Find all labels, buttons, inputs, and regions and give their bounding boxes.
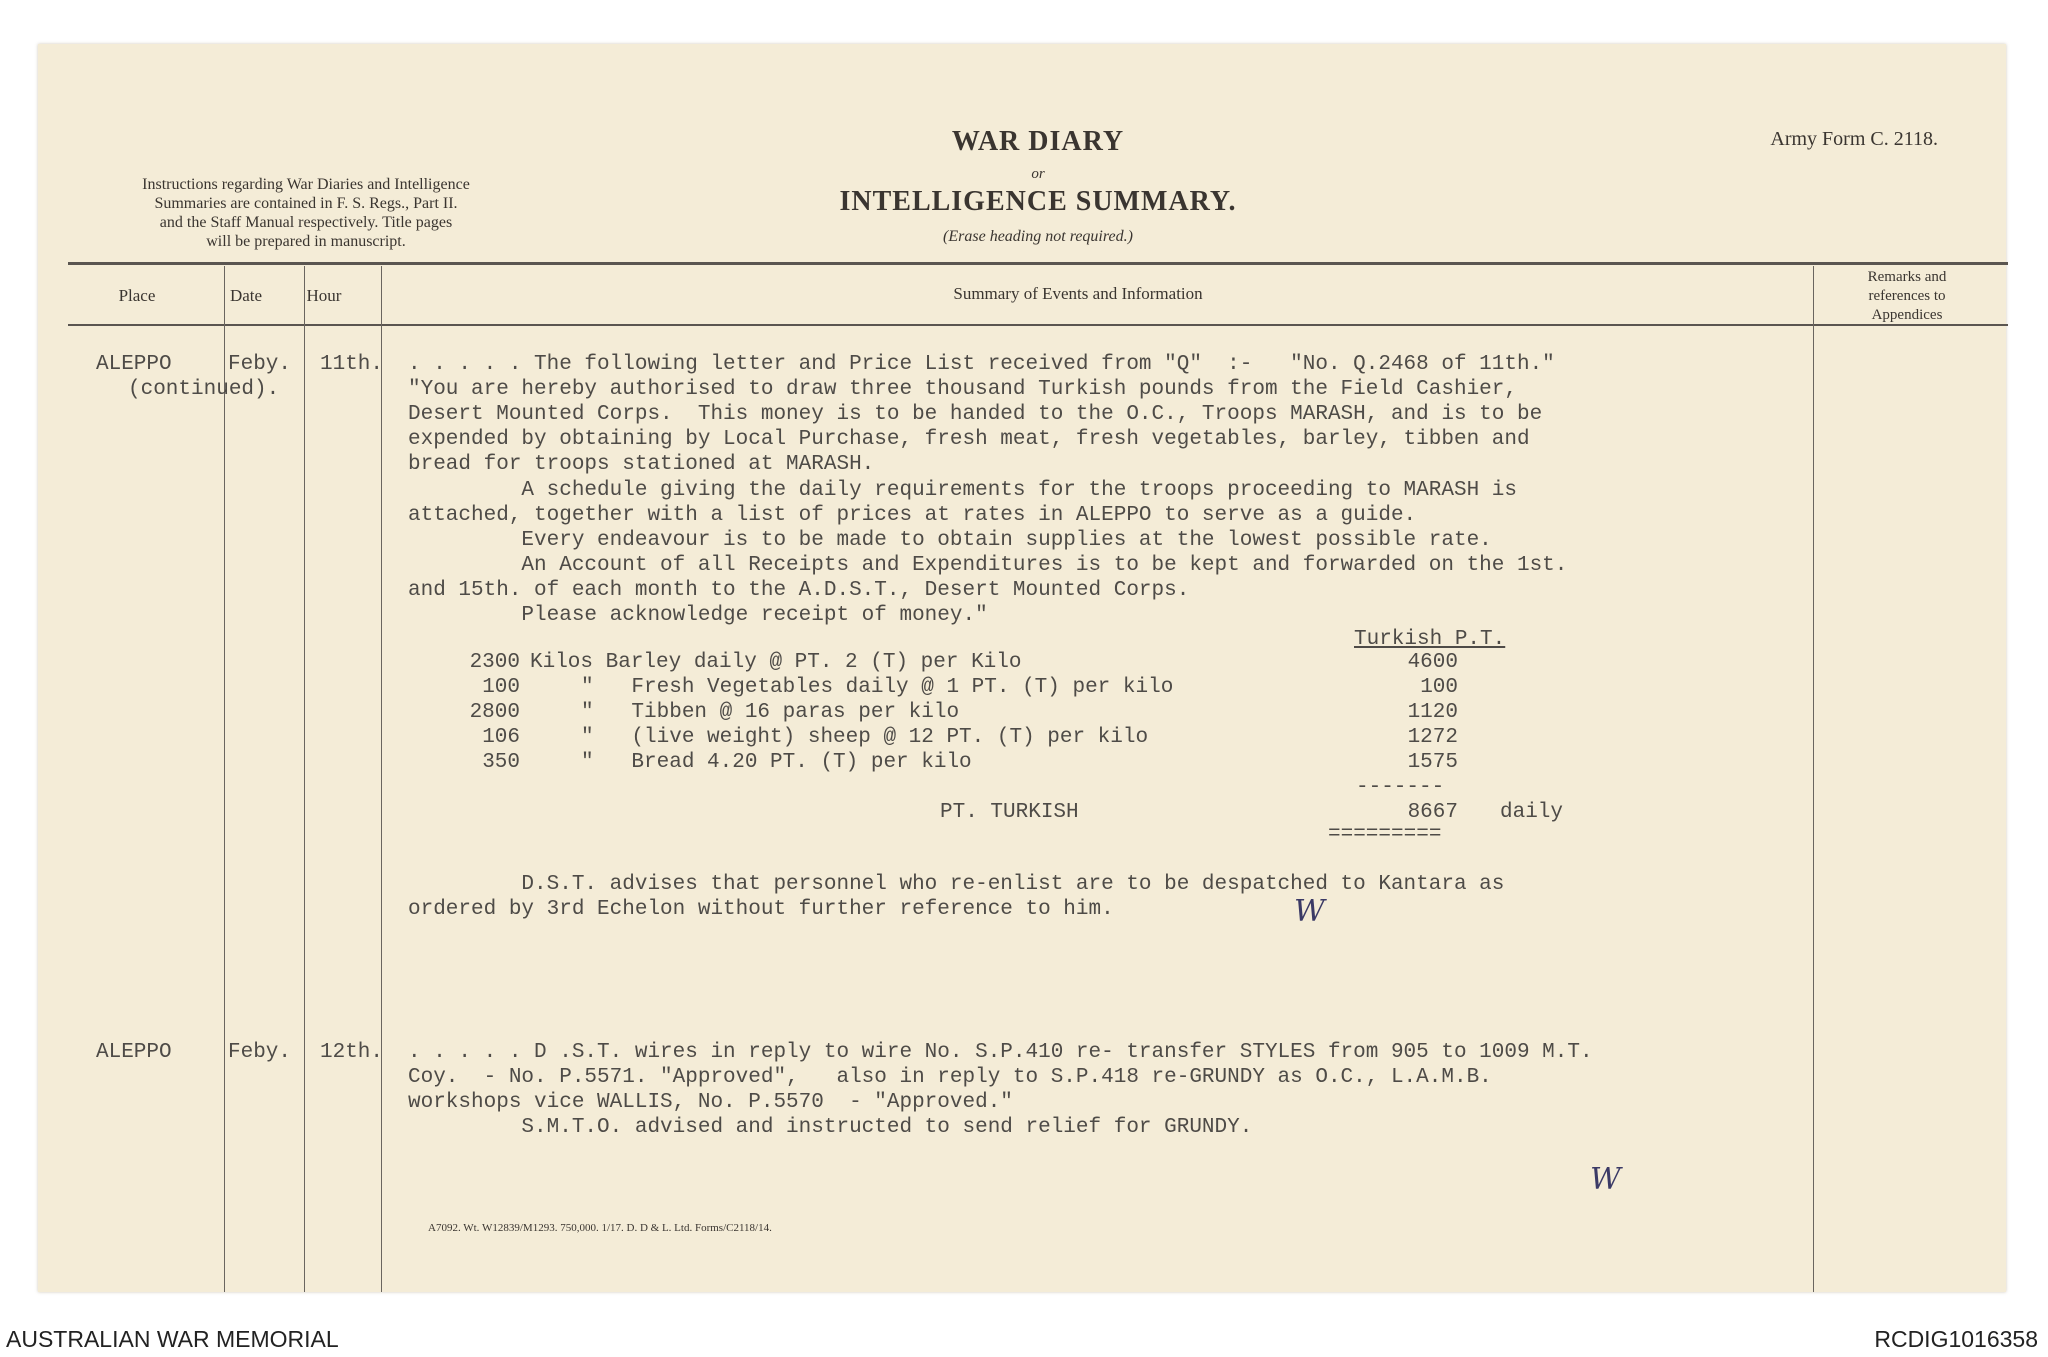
price-desc: " Bread 4.20 PT. (T) per kilo bbox=[581, 751, 972, 774]
diary-subtitle: INTELLIGENCE SUMMARY. bbox=[839, 186, 1237, 217]
column-divider-date bbox=[304, 266, 305, 1292]
price-desc: " Fresh Vegetables daily @ 1 PT. (T) per kilo bbox=[581, 676, 1174, 699]
column-header-date: Date bbox=[229, 286, 263, 305]
price-desc: " Tibben @ 16 paras per kilo bbox=[581, 701, 960, 724]
header-rule-top bbox=[68, 262, 2008, 265]
price-qty: 2800 bbox=[469, 701, 520, 724]
entry1-line: . . . . . The following letter and Price List received from "Q" :- "No. Q.2468 of 11th." bbox=[408, 353, 1555, 376]
total-rule-double: ========= bbox=[1328, 823, 1442, 846]
entry2-line: . . . . . D .S.T. wires in reply to wire No. S.P.410 re- transfer STYLES from 905 to 1009 M.T. bbox=[408, 1041, 1593, 1064]
entry1-line: "You are hereby authorised to draw three thousand Turkish pounds from the Field Cashier, bbox=[408, 378, 1517, 401]
entry1-initials: W bbox=[1294, 894, 1325, 929]
instructions-line: Summaries are contained in F. S. Regs., Part II. bbox=[154, 195, 458, 212]
price-qty: 100 bbox=[482, 676, 520, 699]
total-rule-single: ------- bbox=[1356, 776, 1445, 799]
print-mark: A7092. Wt. W12839/M1293. 750,000. 1/17. D. D & L. Ltd. Forms/C2118/14. bbox=[428, 1222, 772, 1234]
total-suffix: daily bbox=[1500, 801, 1564, 824]
price-qty: 2300 bbox=[469, 651, 520, 674]
instructions-line: and the Staff Manual respectively. Title pages bbox=[159, 214, 453, 231]
entry1-place: ALEPPO bbox=[96, 353, 172, 376]
entry1-hour: 11th. bbox=[320, 353, 384, 376]
entry1-place-continued: (continued). bbox=[128, 378, 280, 401]
erase-note: (Erase heading not required.) bbox=[943, 228, 1133, 245]
price-amount: 100 bbox=[1420, 676, 1458, 699]
entry1-line: Please acknowledge receipt of money." bbox=[408, 604, 988, 627]
instructions-block bbox=[116, 175, 496, 251]
entry1-line: and 15th. of each month to the A.D.S.T., Desert Mounted Corps. bbox=[408, 579, 1190, 602]
entry2-date: Feby. bbox=[228, 1041, 292, 1064]
form-number: Army Form C. 2118. bbox=[1770, 128, 1938, 150]
price-amount: 1120 bbox=[1407, 701, 1458, 724]
column-divider-summary bbox=[1813, 266, 1814, 1292]
instructions-line: Instructions regarding War Diaries and Intelligence bbox=[142, 176, 470, 193]
entry1-line: Every endeavour is to be made to obtain supplies at the lowest possible rate. bbox=[408, 529, 1492, 552]
title-or: or bbox=[1031, 166, 1045, 182]
column-divider-hour bbox=[381, 266, 382, 1292]
price-qty: 350 bbox=[482, 751, 520, 774]
price-amount: 1575 bbox=[1407, 751, 1458, 774]
entry1-line: A schedule giving the daily requirements for the troops proceeding to MARASH is bbox=[408, 479, 1517, 502]
footer-archive-name: AUSTRALIAN WAR MEMORIAL bbox=[6, 1326, 339, 1352]
header-rule-bottom bbox=[68, 324, 2008, 326]
column-header-place: Place bbox=[118, 286, 156, 305]
entry2-line: Coy. - No. P.5571. "Approved", also in reply to S.P.418 re-GRUNDY as O.C., L.A.M.B. bbox=[408, 1066, 1492, 1089]
remarks-line: references to bbox=[1868, 288, 1946, 304]
entry1-line: attached, together with a list of prices at rates in ALEPPO to serve as a guide. bbox=[408, 504, 1417, 527]
remarks-line: Appendices bbox=[1871, 307, 1943, 323]
entry2-hour: 12th. bbox=[320, 1041, 384, 1064]
instructions-line: will be prepared in manuscript. bbox=[206, 233, 406, 250]
entry1-after-line: D.S.T. advises that personnel who re-enlist are to be despatched to Kantara as bbox=[408, 873, 1505, 896]
diary-title: WAR DIARY bbox=[951, 126, 1125, 157]
entry2-line: S.M.T.O. advised and instructed to send relief for GRUNDY. bbox=[408, 1116, 1253, 1139]
price-desc: " (live weight) sheep @ 12 PT. (T) per kilo bbox=[581, 726, 1149, 749]
column-header-summary: Summary of Events and Information bbox=[953, 284, 1203, 303]
column-header-remarks bbox=[1812, 268, 2002, 325]
price-amount: 4600 bbox=[1407, 651, 1458, 674]
entry1-line: Desert Mounted Corps. This money is to be handed to the O.C., Troops MARASH, and is to be bbox=[408, 403, 1543, 426]
column-header-hour: Hour bbox=[306, 286, 342, 305]
entry1-line: expended by obtaining by Local Purchase, fresh meat, fresh vegetables, barley, tibben and bbox=[408, 428, 1530, 451]
entry2-place: ALEPPO bbox=[96, 1041, 172, 1064]
price-desc: Kilos Barley daily @ PT. 2 (T) per Kilo bbox=[530, 651, 1022, 674]
entry1-date: Feby. bbox=[228, 353, 292, 376]
total-label: PT. TURKISH bbox=[940, 801, 1079, 824]
column-divider-place bbox=[224, 266, 225, 1292]
entry1-line: An Account of all Receipts and Expenditures is to be kept and forwarded on the 1st. bbox=[408, 554, 1568, 577]
price-amount: 1272 bbox=[1407, 726, 1458, 749]
diary-page bbox=[38, 44, 2006, 1292]
footer-record-id: RCDIG1016358 bbox=[1874, 1326, 2038, 1352]
price-qty: 106 bbox=[482, 726, 520, 749]
entry2-initials: W bbox=[1590, 1162, 1621, 1197]
total-amount: 8667 bbox=[1407, 801, 1458, 824]
entry2-line: workshops vice WALLIS, No. P.5570 - "Approved." bbox=[408, 1091, 1013, 1114]
price-list-header: Turkish P.T. bbox=[1354, 628, 1506, 651]
entry1-after-line: ordered by 3rd Echelon without further reference to him. bbox=[408, 898, 1114, 921]
entry1-line: bread for troops stationed at MARASH. bbox=[408, 453, 875, 476]
remarks-line: Remarks and bbox=[1867, 269, 1947, 285]
